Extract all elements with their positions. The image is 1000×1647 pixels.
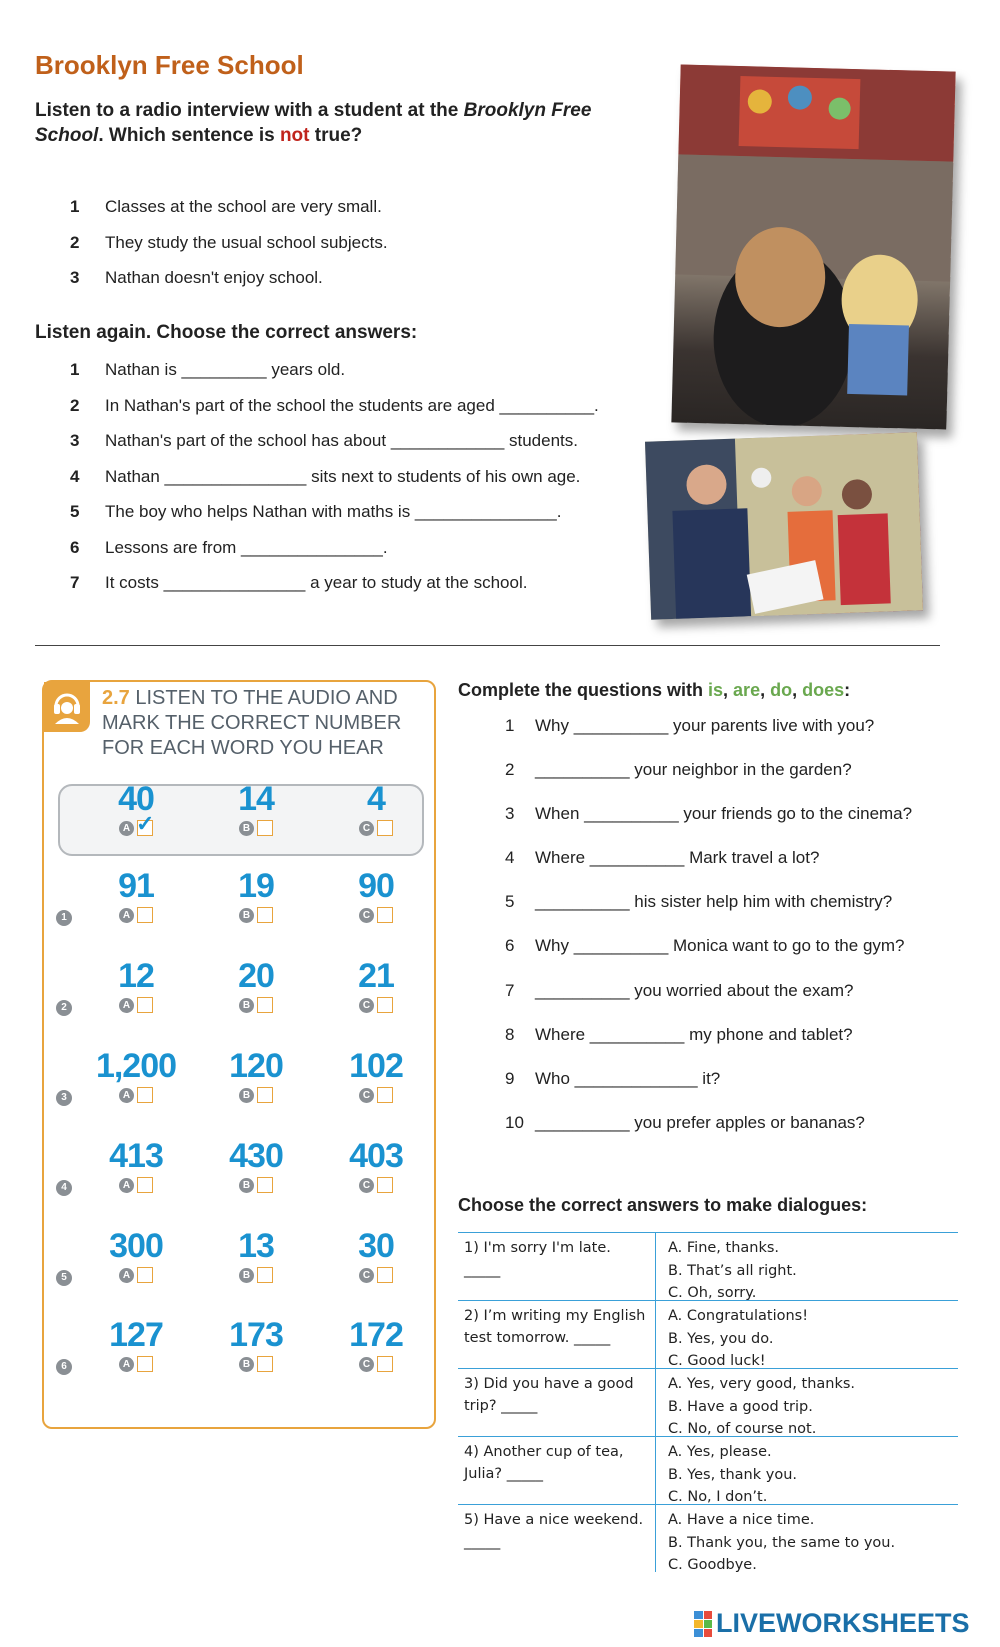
question-item xyxy=(505,760,912,804)
word-sep: , xyxy=(792,680,803,700)
number-option xyxy=(86,1137,186,1193)
list-item xyxy=(70,467,599,503)
answer-checkbox[interactable] xyxy=(137,1356,153,1372)
dialogue-option[interactable]: B. Thank you, the same to you. xyxy=(668,1534,896,1551)
number-value: 300 xyxy=(109,1227,163,1265)
option-letter: C xyxy=(359,908,374,923)
dialogue-prompt[interactable]: 4) Another cup of tea, Julia? _____ xyxy=(458,1437,656,1504)
answer-checkbox[interactable] xyxy=(377,1177,393,1193)
item-text[interactable]: Lessons are from _______________. xyxy=(105,537,388,557)
number-value: 20 xyxy=(238,957,274,995)
question-item xyxy=(505,848,912,892)
listen-again-list xyxy=(70,360,599,609)
item-number: 2 xyxy=(70,232,80,252)
item-number: 2 xyxy=(70,395,80,415)
question-item xyxy=(505,892,912,936)
row-number: 2 xyxy=(56,1000,72,1016)
word-sep: , xyxy=(760,680,771,700)
answer-checkbox[interactable] xyxy=(136,811,155,836)
dialogue-prompt[interactable]: 1) I'm sorry I'm late. _____ xyxy=(458,1233,656,1300)
heading-colon: : xyxy=(844,680,851,700)
number-option xyxy=(206,867,306,923)
option-letter: C xyxy=(359,821,374,836)
answer-checkbox[interactable] xyxy=(257,1356,273,1372)
intro-text-b: . Which sentence is xyxy=(98,125,280,146)
teacher-photo-art xyxy=(645,432,923,619)
answer-checkbox[interactable] xyxy=(257,1267,273,1283)
dialogue-option[interactable]: A. Yes, very good, thanks. xyxy=(668,1376,856,1392)
item-number: 4 xyxy=(70,466,80,486)
number-value: 120 xyxy=(229,1047,283,1085)
answer-checkbox[interactable] xyxy=(137,997,153,1013)
number-value: 127 xyxy=(109,1316,163,1354)
number-option xyxy=(86,957,186,1013)
option-marker xyxy=(326,1087,426,1103)
number-option xyxy=(326,1137,426,1193)
row-number: 1 xyxy=(56,910,72,926)
intro-text-c: true? xyxy=(309,125,363,146)
number-value: 1,200 xyxy=(95,1047,177,1085)
number-value: 21 xyxy=(358,957,394,995)
classroom-photo xyxy=(671,64,955,429)
question-item xyxy=(505,981,912,1025)
answer-checkbox[interactable] xyxy=(257,820,273,836)
dialogue-option[interactable]: C. Goodbye. xyxy=(668,1557,757,1573)
number-value: 403 xyxy=(349,1137,403,1175)
question-item xyxy=(505,804,912,848)
dialogue-option[interactable]: B. That’s all right. xyxy=(668,1262,797,1279)
item-number: 3 xyxy=(70,268,80,287)
option-letter: B xyxy=(239,1178,254,1193)
intro-instruction xyxy=(35,98,655,148)
option-letter: B xyxy=(239,1088,254,1103)
dialogue-option[interactable]: C. No, of course not. xyxy=(668,1421,817,1437)
number-value: 102 xyxy=(349,1047,403,1085)
option-letter: B xyxy=(239,998,254,1013)
option-letter: B xyxy=(239,908,254,923)
dialogue-option[interactable]: A. Fine, thanks. xyxy=(668,1240,780,1256)
option-letter: A xyxy=(119,1357,134,1372)
option-marker xyxy=(326,997,426,1013)
answer-checkbox[interactable] xyxy=(257,1087,273,1103)
number-option xyxy=(86,1316,186,1372)
classroom-photo-art xyxy=(671,64,955,429)
dialogue-options xyxy=(656,1301,820,1368)
question-text[interactable]: Where __________ my phone and tablet? xyxy=(535,1024,853,1044)
number-value: 30 xyxy=(358,1227,394,1265)
number-option xyxy=(206,957,306,1013)
answer-checkbox[interactable] xyxy=(377,997,393,1013)
option-letter: A xyxy=(119,1178,134,1193)
list-item xyxy=(70,233,388,269)
exercise-number: 2.7 xyxy=(102,687,130,709)
option-marker xyxy=(206,820,306,836)
teacher-photo xyxy=(645,432,923,619)
option-letter: B xyxy=(239,1357,254,1372)
number-value: 19 xyxy=(238,867,274,905)
option-marker xyxy=(326,1267,426,1283)
option-letter: C xyxy=(359,1178,374,1193)
dialogue-prompt[interactable]: 2) I’m writing my English test tomorrow. _____ xyxy=(458,1301,656,1368)
liveworksheets-logo xyxy=(694,1608,970,1639)
question-text[interactable]: Where __________ Mark travel a lot? xyxy=(535,848,820,868)
number-option xyxy=(206,1316,306,1372)
dialogue-option[interactable]: A. Yes, please. xyxy=(668,1444,772,1460)
panel-instruction xyxy=(102,686,422,761)
dialogues-heading: Choose the correct answers to make dialogues: xyxy=(458,1195,868,1215)
word-is: is xyxy=(708,680,724,700)
number-option xyxy=(86,867,186,923)
complete-question-list xyxy=(505,716,912,1157)
dialogue-option[interactable]: B. Yes, thank you. xyxy=(668,1466,797,1483)
row-number: 6 xyxy=(56,1359,72,1375)
complete-heading xyxy=(458,680,850,701)
item-text[interactable]: It costs _______________ a year to study at the school. xyxy=(105,573,528,592)
list-item xyxy=(70,573,599,609)
dialogue-option[interactable]: C. Oh, sorry. xyxy=(668,1285,757,1301)
number-value: 12 xyxy=(118,957,154,995)
option-marker xyxy=(206,1087,306,1103)
number-option xyxy=(326,957,426,1013)
question-text[interactable]: Who _____________ it? xyxy=(535,1068,721,1088)
intro-italic: Brooklyn Free School xyxy=(35,100,592,146)
question-number: 2 xyxy=(505,760,515,780)
option-letter: A xyxy=(119,821,134,836)
page-title: Brooklyn Free School xyxy=(35,50,304,80)
option-letter: A xyxy=(119,908,134,923)
item-text: They study the usual school subjects. xyxy=(105,232,388,252)
dialogue-row xyxy=(458,1233,958,1301)
option-letter: A xyxy=(119,1268,134,1283)
word-sep: , xyxy=(723,680,734,700)
list-item xyxy=(70,396,599,432)
dialogue-row xyxy=(458,1505,958,1572)
item-text[interactable]: In Nathan's part of the school the students are aged __________. xyxy=(105,395,599,415)
option-letter: C xyxy=(359,1088,374,1103)
headphones-icon xyxy=(52,688,82,724)
option-marker xyxy=(206,907,306,923)
question-text[interactable]: __________ you prefer apples or bananas? xyxy=(535,1112,865,1132)
question-text[interactable]: __________ your neighbor in the garden? xyxy=(535,760,852,780)
option-letter: C xyxy=(359,1357,374,1372)
row-number: 3 xyxy=(56,1090,72,1106)
number-option xyxy=(326,867,426,923)
number-value: 430 xyxy=(229,1137,283,1175)
number-value: 413 xyxy=(109,1137,163,1175)
option-marker xyxy=(86,1087,186,1103)
option-marker xyxy=(206,1356,306,1372)
option-marker xyxy=(206,1267,306,1283)
number-option xyxy=(86,1047,186,1103)
word-are: are xyxy=(733,680,761,700)
question-number: 6 xyxy=(505,936,515,956)
number-value: 173 xyxy=(229,1316,283,1354)
answer-checkbox[interactable] xyxy=(377,1267,393,1283)
number-value: 13 xyxy=(238,1227,274,1265)
dialogue-options xyxy=(656,1233,809,1300)
complete-heading-text: Complete the questions with xyxy=(458,680,709,700)
option-marker xyxy=(86,811,186,836)
dialogue-row xyxy=(458,1437,958,1505)
number-option xyxy=(326,1047,426,1103)
question-number: 3 xyxy=(505,804,515,824)
dialogue-option[interactable]: C. No, I don’t. xyxy=(668,1489,768,1505)
dialogue-prompt[interactable]: 3) Did you have a good trip? _____ xyxy=(458,1369,656,1436)
answer-checkbox[interactable] xyxy=(257,1177,273,1193)
list-item xyxy=(70,431,599,467)
option-letter: C xyxy=(359,998,374,1013)
question-text[interactable]: __________ you worried about the exam? xyxy=(535,980,854,1000)
panel-header-badge xyxy=(44,682,90,732)
answer-checkbox[interactable] xyxy=(377,907,393,923)
option-marker xyxy=(86,997,186,1013)
item-number: 6 xyxy=(70,537,80,557)
option-letter: B xyxy=(239,821,254,836)
answer-checkbox[interactable] xyxy=(377,1087,393,1103)
item-number: 3 xyxy=(70,431,80,450)
number-option xyxy=(326,1316,426,1372)
list-item xyxy=(70,268,388,304)
item-text[interactable]: The boy who helps Nathan with maths is _______________. xyxy=(105,502,562,521)
number-option xyxy=(206,1227,306,1283)
option-marker xyxy=(86,1356,186,1372)
number-option xyxy=(206,1047,306,1103)
item-number: 1 xyxy=(70,360,80,379)
intro-text-a: Listen to a radio interview with a student at the xyxy=(35,100,464,121)
word-do: do xyxy=(770,680,793,700)
question-number: 9 xyxy=(505,1068,515,1088)
answer-checkbox[interactable] xyxy=(257,907,273,923)
option-marker xyxy=(206,997,306,1013)
dialogue-option[interactable]: A. Congratulations! xyxy=(668,1308,809,1324)
question-item xyxy=(505,1025,912,1069)
question-text[interactable]: __________ his sister help him with chemistry? xyxy=(535,892,893,912)
listen-again-heading: Listen again. Choose the correct answers: xyxy=(35,322,418,343)
dialogue-row xyxy=(458,1369,958,1437)
row-number: 4 xyxy=(56,1180,72,1196)
option-marker xyxy=(86,1177,186,1193)
dialogue-option[interactable]: B. Yes, you do. xyxy=(668,1330,774,1347)
option-marker xyxy=(206,1177,306,1193)
option-marker xyxy=(326,820,426,836)
dialogue-option[interactable]: B. Have a good trip. xyxy=(668,1398,813,1415)
dialogue-options xyxy=(656,1437,809,1504)
option-marker xyxy=(86,1267,186,1283)
dialogue-row xyxy=(458,1301,958,1369)
option-marker xyxy=(86,907,186,923)
section-divider xyxy=(35,645,940,646)
question-number: 7 xyxy=(505,980,515,1000)
item-number: 1 xyxy=(70,197,80,216)
number-option xyxy=(326,1227,426,1283)
item-text[interactable]: Nathan is _________ years old. xyxy=(105,360,346,379)
question-item xyxy=(505,936,912,980)
item-text: Classes at the school are very small. xyxy=(105,197,382,216)
item-number: 7 xyxy=(70,573,80,592)
dialogues-table xyxy=(458,1232,958,1572)
question-text[interactable]: Why __________ Monica want to go to the gym? xyxy=(535,936,905,956)
option-marker xyxy=(326,1177,426,1193)
question-number: 4 xyxy=(505,848,515,868)
number-option xyxy=(206,780,306,836)
option-marker xyxy=(326,907,426,923)
dialogue-prompt[interactable]: 5) Have a nice weekend. _____ xyxy=(458,1505,656,1572)
list-item xyxy=(70,360,599,396)
number-value: 90 xyxy=(358,867,394,905)
dialogue-option[interactable]: A. Have a nice time. xyxy=(668,1512,815,1528)
question-item xyxy=(505,716,912,760)
number-option xyxy=(86,1227,186,1283)
word-does: does xyxy=(802,680,845,700)
intro-not: not xyxy=(279,125,310,146)
item-text[interactable]: Nathan _______________ sits next to students of his own age. xyxy=(105,466,581,486)
list-item xyxy=(70,502,599,538)
option-letter: B xyxy=(239,1268,254,1283)
row-number: 5 xyxy=(56,1270,72,1286)
answer-checkbox[interactable] xyxy=(137,1087,153,1103)
answer-checkbox[interactable] xyxy=(137,1177,153,1193)
number-option xyxy=(326,780,426,836)
logo-text: LIVEWORKSHEETS xyxy=(716,1608,970,1638)
question-number: 8 xyxy=(505,1024,515,1044)
question-number: 10 xyxy=(505,1112,524,1132)
number-value: 14 xyxy=(238,780,274,818)
dialogue-options xyxy=(656,1369,867,1436)
answer-checkbox[interactable] xyxy=(377,820,393,836)
question-text[interactable]: Why __________ your parents live with you? xyxy=(535,716,875,735)
logo-icon xyxy=(694,1611,712,1637)
statement-list xyxy=(70,197,388,304)
dialogue-options xyxy=(656,1505,907,1572)
option-letter: C xyxy=(359,1268,374,1283)
answer-checkbox[interactable] xyxy=(257,997,273,1013)
option-letter: A xyxy=(119,998,134,1013)
option-letter: A xyxy=(119,1088,134,1103)
dialogue-option[interactable]: C. Good luck! xyxy=(668,1353,766,1369)
item-text: Nathan doesn't enjoy school. xyxy=(105,268,323,287)
item-number: 5 xyxy=(70,502,80,521)
list-item xyxy=(70,538,599,574)
answer-checkbox[interactable] xyxy=(137,1267,153,1283)
number-value: 4 xyxy=(367,780,385,818)
number-value: 40 xyxy=(118,780,154,818)
answer-checkbox[interactable] xyxy=(377,1356,393,1372)
item-text[interactable]: Nathan's part of the school has about ____________ students. xyxy=(105,431,578,450)
question-item xyxy=(505,1113,912,1157)
answer-checkbox[interactable] xyxy=(137,907,153,923)
list-item xyxy=(70,197,388,233)
question-number: 5 xyxy=(505,892,515,912)
number-option xyxy=(86,780,186,836)
number-option xyxy=(206,1137,306,1193)
number-value: 172 xyxy=(349,1316,403,1354)
number-value: 91 xyxy=(118,867,154,905)
question-number: 1 xyxy=(505,716,515,735)
question-item xyxy=(505,1069,912,1113)
question-text[interactable]: When __________ your friends go to the cinema? xyxy=(535,804,913,824)
option-marker xyxy=(326,1356,426,1372)
panel-title-text: LISTEN TO THE AUDIO AND MARK THE CORRECT NUMBER FOR EACH WORD YOU HEAR xyxy=(102,687,402,759)
checkmark-icon: ✓ xyxy=(136,811,155,836)
